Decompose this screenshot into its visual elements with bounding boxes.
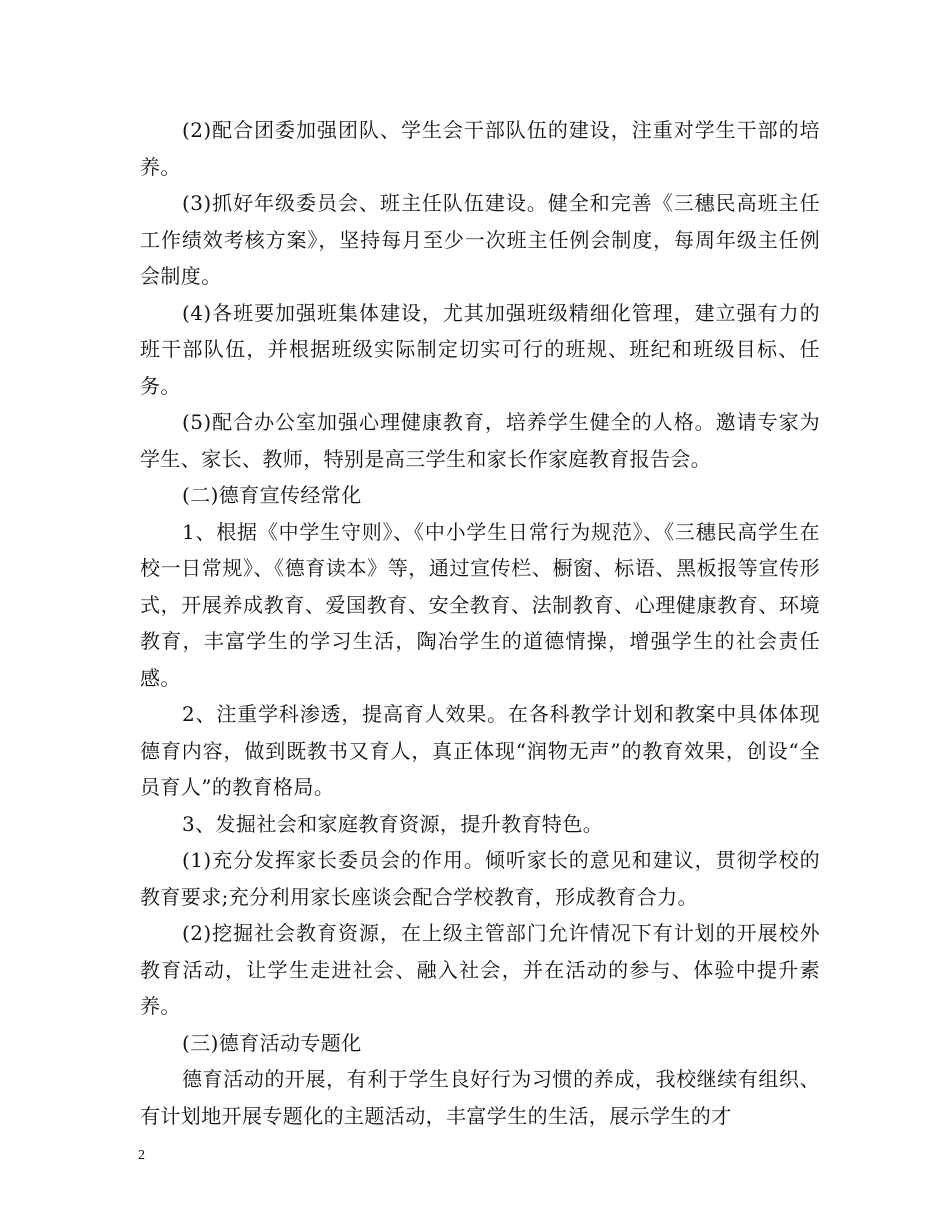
- section-heading: (二)德育宣传经常化: [182, 483, 362, 507]
- paragraph: (5)配合办公室加强心理健康教育，培养学生健全的人格。邀请专家为学生、家长、教师，特别是高三学生和家长作家庭教育报告会。: [140, 410, 820, 471]
- paragraph: 德育活动的开展，有利于学生良好行为习惯的养成，我校继续有组织、有计划地开展专题化的主题活动，丰富学生的生活，展示学生的才: [140, 1067, 820, 1128]
- paragraph: (2)配合团委加强团队、学生会干部队伍的建设，注重对学生干部的培养。: [140, 118, 820, 179]
- paragraph: 3、发掘社会和家庭教育资源，提升教育特色。: [182, 811, 604, 836]
- section-heading: (三)德育活动专题化: [182, 1030, 362, 1055]
- paragraph: (3)抓好年级委员会、班主任队伍建设。健全和完善《三穗民高班主任工作绩效考核方案》，坚持每月至少一次班主任例会制度，每周年级主任例会制度。: [140, 191, 820, 288]
- page-number: 2: [138, 1148, 145, 1163]
- paragraph: 2、注重学科渗透，提高育人效果。在各科教学计划和教案中具体体现德育内容，做到既教书又育人，真正体现“润物无声”的教育效果，创设“全员育人”的教育格局。: [140, 702, 820, 799]
- paragraph: (2)挖掘社会教育资源，在上级主管部门允许情况下有计划的开展校外教育活动，让学生走进社会、融入社会，并在活动的参与、体验中提升素养。: [140, 921, 820, 1018]
- paragraph: (1)充分发挥家长委员会的作用。倾听家长的意见和建议，贯彻学校的教育要求;充分利用家长座谈会配合学校教育，形成教育合力。: [140, 848, 820, 909]
- document-body: [140, 112, 820, 1134]
- paragraph: (4)各班要加强班集体建设，尤其加强班级精细化管理，建立强有力的班干部队伍，并根据班级实际制定切实可行的班规、班纪和班级目标、任务。: [140, 300, 820, 398]
- paragraph: 1、根据《中学生守则》、《中小学生日常行为规范》、《三穗民高学生在校一日常规》、《德育读本》等，通过宣传栏、橱窗、标语、黑板报等宣传形式，开展养成教育、爱国教育、安全教育、法制教育、心理健康教育、环境教育，丰富学生的学习生活，陶冶学生的道德情操，增强学生的社会责任感。: [140, 519, 820, 690]
